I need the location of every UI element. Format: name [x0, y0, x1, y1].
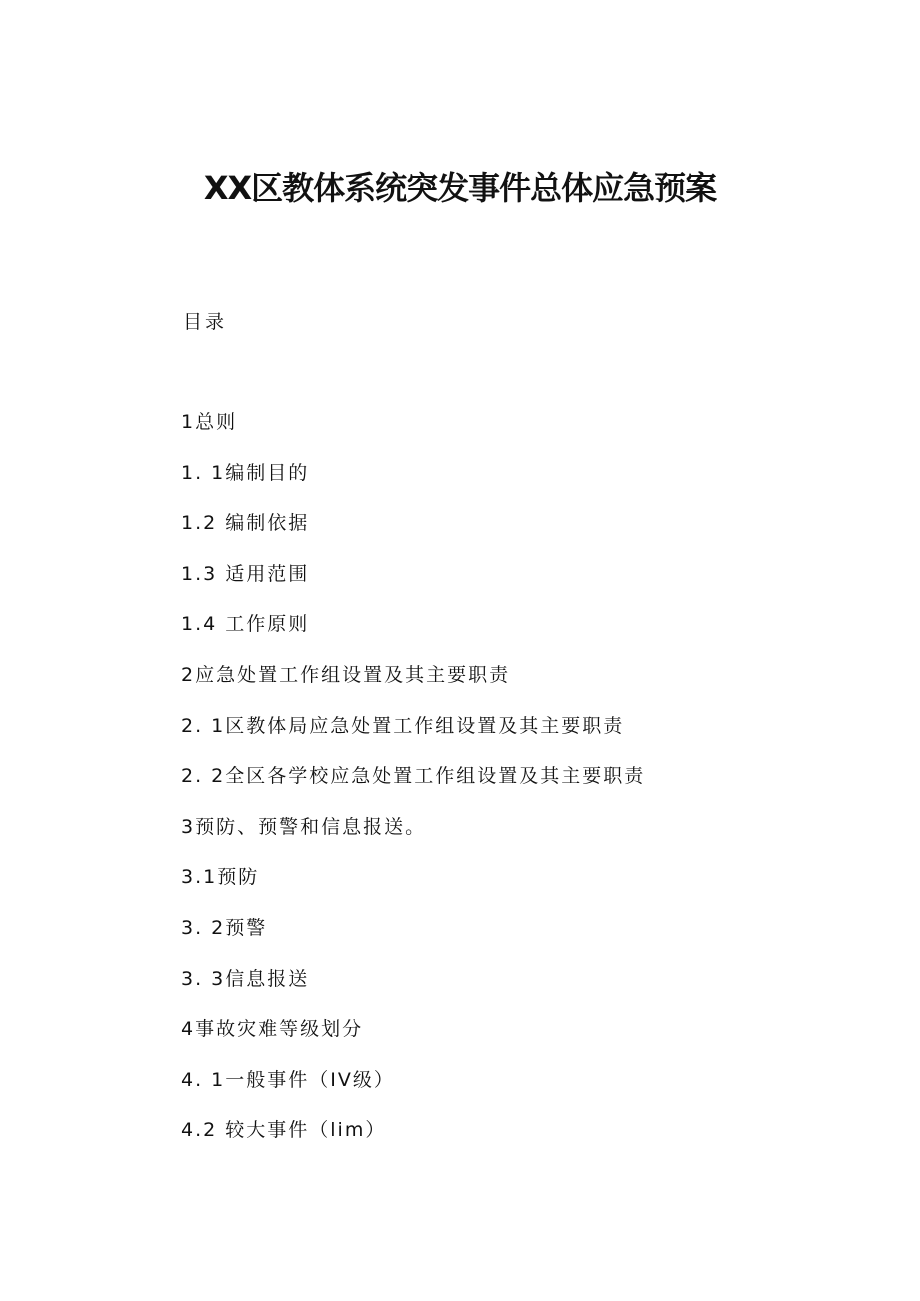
toc-item: 4事故灾难等级划分 — [181, 1018, 364, 1041]
table-of-contents — [181, 408, 645, 1167]
toc-item: 2. 1区教体局应急处置工作组设置及其主要职责 — [181, 714, 625, 737]
toc-item: 1.2 编制依据 — [181, 512, 310, 535]
toc-item: 1.3 适用范围 — [181, 562, 310, 585]
toc-item: 2. 2全区各学校应急处置工作组设置及其主要职责 — [181, 765, 646, 788]
toc-item: 1总则 — [181, 411, 238, 433]
toc-item: 3.1预防 — [181, 866, 260, 889]
toc-item: 3. 3信息报送 — [181, 967, 310, 990]
toc-item: 4.2 较大事件（lim） — [181, 1119, 387, 1142]
toc-item: 3预防、预警和信息报送。 — [181, 815, 427, 838]
document-title: XX区教体系统突发事件总体应急预案 — [203, 169, 717, 207]
toc-heading: 目录 — [183, 311, 228, 333]
toc-item: 1.4 工作原则 — [181, 613, 310, 636]
toc-item: 1. 1编制目的 — [181, 461, 310, 484]
toc-item: 4. 1一般事件（IV级） — [181, 1068, 395, 1091]
toc-item: 2应急处置工作组设置及其主要职责 — [181, 663, 511, 686]
toc-item: 3. 2预警 — [181, 916, 268, 939]
